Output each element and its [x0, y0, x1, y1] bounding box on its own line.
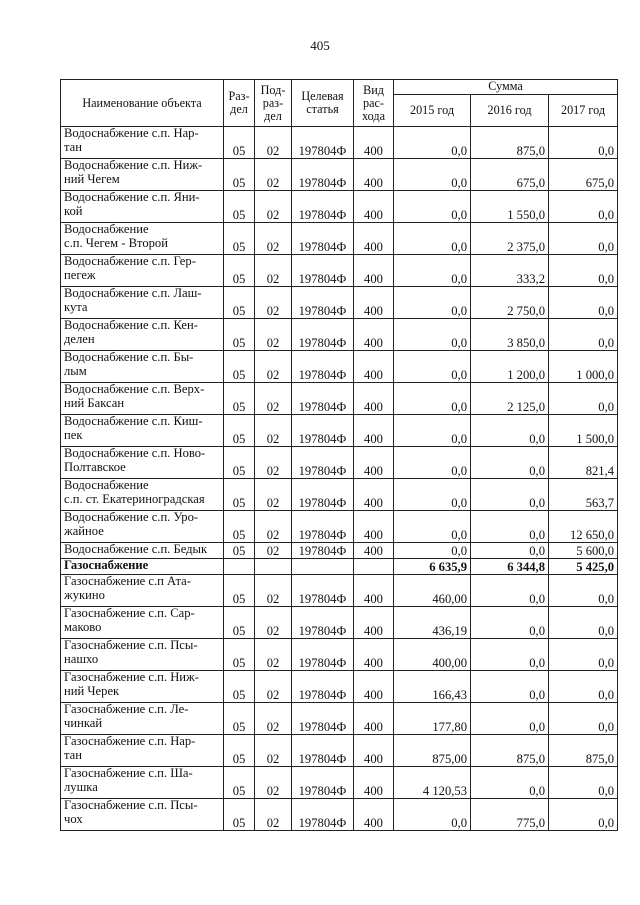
cell-vid: 400 — [354, 383, 394, 415]
cell-2015: 0,0 — [394, 255, 471, 287]
cell-article — [292, 559, 354, 575]
table-row — [61, 223, 618, 255]
cell-name: Водоснабжение с.п. Ново- Полтавское — [61, 447, 224, 479]
cell-vid: 400 — [354, 671, 394, 703]
cell-2015: 0,0 — [394, 287, 471, 319]
cell-2016: 775,0 — [471, 799, 549, 831]
cell-razdel: 05 — [224, 511, 255, 543]
table-row — [61, 559, 618, 575]
cell-podrazdel: 02 — [255, 575, 292, 607]
cell-2017: 0,0 — [549, 127, 618, 159]
cell-2016: 875,0 — [471, 735, 549, 767]
cell-name: Газоснабжение с.п. Нар- тан — [61, 735, 224, 767]
cell-razdel: 05 — [224, 191, 255, 223]
cell-article: 197804Ф — [292, 639, 354, 671]
cell-2017: 0,0 — [549, 319, 618, 351]
cell-name: Газоснабжение с.п. Сар- маково — [61, 607, 224, 639]
table-row — [61, 799, 618, 831]
cell-vid: 400 — [354, 575, 394, 607]
table-row — [61, 735, 618, 767]
cell-article: 197804Ф — [292, 607, 354, 639]
cell-vid: 400 — [354, 543, 394, 559]
cell-2016: 2 750,0 — [471, 287, 549, 319]
table-row — [61, 767, 618, 799]
cell-2017: 875,0 — [549, 735, 618, 767]
cell-razdel: 05 — [224, 575, 255, 607]
cell-2017: 675,0 — [549, 159, 618, 191]
table-row — [61, 351, 618, 383]
cell-podrazdel: 02 — [255, 127, 292, 159]
cell-article: 197804Ф — [292, 703, 354, 735]
cell-2015: 0,0 — [394, 223, 471, 255]
header-name: Наименование объекта — [61, 80, 224, 127]
cell-2017: 12 650,0 — [549, 511, 618, 543]
cell-razdel: 05 — [224, 543, 255, 559]
cell-2015: 0,0 — [394, 799, 471, 831]
cell-razdel: 05 — [224, 383, 255, 415]
cell-2017: 0,0 — [549, 383, 618, 415]
cell-article: 197804Ф — [292, 255, 354, 287]
cell-name: Газоснабжение — [61, 559, 224, 575]
cell-2015: 0,0 — [394, 191, 471, 223]
header-vid: Вид рас- хода — [354, 80, 394, 127]
cell-2017: 0,0 — [549, 607, 618, 639]
header-razdel: Раз- дел — [224, 80, 255, 127]
cell-2015: 177,80 — [394, 703, 471, 735]
cell-2016: 0,0 — [471, 703, 549, 735]
cell-2015: 0,0 — [394, 479, 471, 511]
cell-2015: 0,0 — [394, 511, 471, 543]
cell-2015: 6 635,9 — [394, 559, 471, 575]
table-row — [61, 287, 618, 319]
cell-vid: 400 — [354, 607, 394, 639]
cell-2015: 0,0 — [394, 351, 471, 383]
cell-article: 197804Ф — [292, 479, 354, 511]
cell-razdel: 05 — [224, 703, 255, 735]
cell-name: Водоснабжение с.п. Чегем - Второй — [61, 223, 224, 255]
cell-article: 197804Ф — [292, 351, 354, 383]
cell-2015: 166,43 — [394, 671, 471, 703]
cell-name: Газоснабжение с.п. Ниж- ний Черек — [61, 671, 224, 703]
cell-article: 197804Ф — [292, 287, 354, 319]
cell-article: 197804Ф — [292, 799, 354, 831]
cell-razdel: 05 — [224, 671, 255, 703]
cell-podrazdel — [255, 559, 292, 575]
cell-podrazdel: 02 — [255, 671, 292, 703]
cell-name: Водоснабжение с.п. Кен- делен — [61, 319, 224, 351]
cell-article: 197804Ф — [292, 383, 354, 415]
cell-vid: 400 — [354, 447, 394, 479]
cell-podrazdel: 02 — [255, 383, 292, 415]
cell-vid: 400 — [354, 415, 394, 447]
header-sum: Сумма — [394, 80, 618, 95]
cell-article: 197804Ф — [292, 223, 354, 255]
cell-2016: 0,0 — [471, 479, 549, 511]
cell-vid: 400 — [354, 767, 394, 799]
cell-vid: 400 — [354, 703, 394, 735]
cell-2016: 0,0 — [471, 415, 549, 447]
cell-razdel: 05 — [224, 799, 255, 831]
cell-article: 197804Ф — [292, 415, 354, 447]
cell-2017: 0,0 — [549, 703, 618, 735]
cell-vid: 400 — [354, 479, 394, 511]
cell-2017: 0,0 — [549, 255, 618, 287]
cell-razdel: 05 — [224, 287, 255, 319]
cell-razdel — [224, 559, 255, 575]
cell-razdel: 05 — [224, 447, 255, 479]
cell-2015: 875,00 — [394, 735, 471, 767]
cell-2015: 0,0 — [394, 127, 471, 159]
table-row — [61, 447, 618, 479]
cell-2016: 0,0 — [471, 639, 549, 671]
cell-podrazdel: 02 — [255, 191, 292, 223]
cell-vid: 400 — [354, 255, 394, 287]
cell-razdel: 05 — [224, 479, 255, 511]
cell-razdel: 05 — [224, 639, 255, 671]
cell-vid: 400 — [354, 159, 394, 191]
cell-2017: 5 425,0 — [549, 559, 618, 575]
cell-podrazdel: 02 — [255, 415, 292, 447]
cell-article: 197804Ф — [292, 127, 354, 159]
cell-vid: 400 — [354, 735, 394, 767]
cell-podrazdel: 02 — [255, 735, 292, 767]
cell-2017: 0,0 — [549, 671, 618, 703]
cell-podrazdel: 02 — [255, 223, 292, 255]
cell-2017: 563,7 — [549, 479, 618, 511]
cell-name: Газоснабжение с.п. Ша- лушка — [61, 767, 224, 799]
cell-podrazdel: 02 — [255, 511, 292, 543]
cell-article: 197804Ф — [292, 735, 354, 767]
cell-2016: 0,0 — [471, 767, 549, 799]
cell-razdel: 05 — [224, 223, 255, 255]
cell-vid: 400 — [354, 223, 394, 255]
header-year-2015: 2015 год — [394, 95, 471, 127]
cell-2017: 1 500,0 — [549, 415, 618, 447]
cell-vid: 400 — [354, 127, 394, 159]
cell-2017: 5 600,0 — [549, 543, 618, 559]
cell-podrazdel: 02 — [255, 607, 292, 639]
table-row — [61, 191, 618, 223]
cell-podrazdel: 02 — [255, 703, 292, 735]
table-row — [61, 479, 618, 511]
cell-article: 197804Ф — [292, 191, 354, 223]
cell-razdel: 05 — [224, 767, 255, 799]
header-podrazdel: Под- раз- дел — [255, 80, 292, 127]
cell-2016: 2 375,0 — [471, 223, 549, 255]
cell-2015: 400,00 — [394, 639, 471, 671]
cell-vid: 400 — [354, 799, 394, 831]
cell-2015: 4 120,53 — [394, 767, 471, 799]
cell-podrazdel: 02 — [255, 639, 292, 671]
cell-vid: 400 — [354, 511, 394, 543]
cell-name: Водоснабжение с.п. Уро- жайное — [61, 511, 224, 543]
cell-2017: 821,4 — [549, 447, 618, 479]
cell-vid: 400 — [354, 319, 394, 351]
table-row — [61, 415, 618, 447]
cell-2016: 875,0 — [471, 127, 549, 159]
cell-vid: 400 — [354, 191, 394, 223]
cell-podrazdel: 02 — [255, 479, 292, 511]
table-row — [61, 543, 618, 559]
table-row — [61, 319, 618, 351]
table-row — [61, 511, 618, 543]
cell-2015: 0,0 — [394, 159, 471, 191]
cell-2015: 0,0 — [394, 543, 471, 559]
cell-razdel: 05 — [224, 351, 255, 383]
cell-article: 197804Ф — [292, 575, 354, 607]
cell-name: Водоснабжение с.п. Ниж- ний Чегем — [61, 159, 224, 191]
cell-2017: 0,0 — [549, 223, 618, 255]
cell-podrazdel: 02 — [255, 255, 292, 287]
cell-name: Газоснабжение с.п. Псы- чох — [61, 799, 224, 831]
table-row — [61, 255, 618, 287]
cell-2016: 333,2 — [471, 255, 549, 287]
cell-vid: 400 — [354, 351, 394, 383]
cell-2016: 0,0 — [471, 607, 549, 639]
page-number: 405 — [310, 38, 330, 53]
header-year-2016: 2016 год — [471, 95, 549, 127]
cell-2017: 0,0 — [549, 575, 618, 607]
table-row — [61, 159, 618, 191]
cell-razdel: 05 — [224, 735, 255, 767]
cell-2016: 0,0 — [471, 543, 549, 559]
cell-2016: 0,0 — [471, 511, 549, 543]
table-row — [61, 703, 618, 735]
cell-article: 197804Ф — [292, 319, 354, 351]
header-article: Целевая статья — [292, 80, 354, 127]
cell-2017: 1 000,0 — [549, 351, 618, 383]
table-row — [61, 575, 618, 607]
cell-name: Водоснабжение с.п. Лаш- кута — [61, 287, 224, 319]
cell-razdel: 05 — [224, 127, 255, 159]
header-year-2017: 2017 год — [549, 95, 618, 127]
cell-2015: 0,0 — [394, 415, 471, 447]
cell-razdel: 05 — [224, 255, 255, 287]
table-row — [61, 639, 618, 671]
cell-2016: 6 344,8 — [471, 559, 549, 575]
budget-table — [60, 79, 618, 831]
cell-2017: 0,0 — [549, 639, 618, 671]
cell-article: 197804Ф — [292, 543, 354, 559]
cell-2016: 1 200,0 — [471, 351, 549, 383]
cell-2016: 1 550,0 — [471, 191, 549, 223]
cell-2015: 436,19 — [394, 607, 471, 639]
cell-name: Газоснабжение с.п. Псы- нашхо — [61, 639, 224, 671]
cell-2016: 0,0 — [471, 671, 549, 703]
table-body — [61, 127, 618, 831]
cell-2016: 0,0 — [471, 575, 549, 607]
cell-2016: 3 850,0 — [471, 319, 549, 351]
cell-name: Водоснабжение с.п. Киш- пек — [61, 415, 224, 447]
cell-razdel: 05 — [224, 607, 255, 639]
cell-name: Водоснабжение с.п. Бедык — [61, 543, 224, 559]
cell-podrazdel: 02 — [255, 351, 292, 383]
cell-name: Водоснабжение с.п. Верх- ний Баксан — [61, 383, 224, 415]
cell-podrazdel: 02 — [255, 319, 292, 351]
cell-2015: 460,00 — [394, 575, 471, 607]
cell-2017: 0,0 — [549, 191, 618, 223]
cell-2017: 0,0 — [549, 287, 618, 319]
cell-podrazdel: 02 — [255, 447, 292, 479]
cell-razdel: 05 — [224, 415, 255, 447]
cell-name: Водоснабжение с.п. ст. Екатериноградская — [61, 479, 224, 511]
cell-podrazdel: 02 — [255, 287, 292, 319]
table-row — [61, 607, 618, 639]
cell-vid: 400 — [354, 287, 394, 319]
cell-article: 197804Ф — [292, 671, 354, 703]
cell-article: 197804Ф — [292, 511, 354, 543]
cell-vid: 400 — [354, 639, 394, 671]
cell-podrazdel: 02 — [255, 767, 292, 799]
cell-name: Водоснабжение с.п. Гер- пегеж — [61, 255, 224, 287]
cell-2016: 0,0 — [471, 447, 549, 479]
cell-name: Водоснабжение с.п. Бы- лым — [61, 351, 224, 383]
cell-2016: 2 125,0 — [471, 383, 549, 415]
cell-vid — [354, 559, 394, 575]
cell-article: 197804Ф — [292, 767, 354, 799]
cell-razdel: 05 — [224, 159, 255, 191]
cell-2017: 0,0 — [549, 767, 618, 799]
table-row — [61, 671, 618, 703]
table-row — [61, 127, 618, 159]
cell-2015: 0,0 — [394, 447, 471, 479]
cell-2015: 0,0 — [394, 319, 471, 351]
cell-name: Водоснабжение с.п. Яни- кой — [61, 191, 224, 223]
cell-podrazdel: 02 — [255, 543, 292, 559]
cell-article: 197804Ф — [292, 159, 354, 191]
cell-name: Водоснабжение с.п. Нар- тан — [61, 127, 224, 159]
cell-podrazdel: 02 — [255, 159, 292, 191]
cell-article: 197804Ф — [292, 447, 354, 479]
cell-razdel: 05 — [224, 319, 255, 351]
cell-2017: 0,0 — [549, 799, 618, 831]
cell-2016: 675,0 — [471, 159, 549, 191]
cell-name: Газоснабжение с.п. Ле- чинкай — [61, 703, 224, 735]
table-row — [61, 383, 618, 415]
cell-name: Газоснабжение с.п Ата- жукино — [61, 575, 224, 607]
cell-2015: 0,0 — [394, 383, 471, 415]
cell-podrazdel: 02 — [255, 799, 292, 831]
